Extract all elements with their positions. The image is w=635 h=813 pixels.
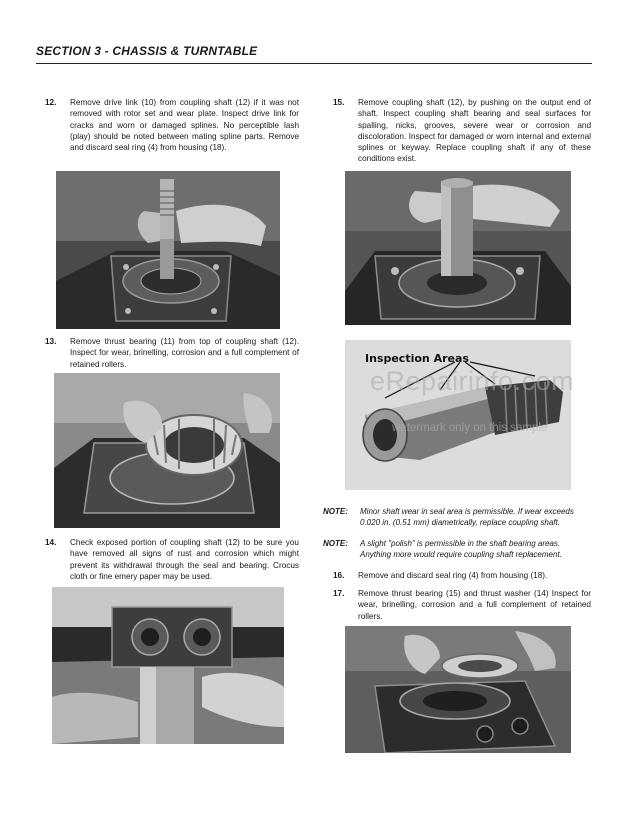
note-label: NOTE:: [323, 539, 348, 548]
step-text: Check exposed portion of coupling shaft (12) to be sure you have removed all signs of rust and corrosion which might prevent its withdrawal through the seal and bearing. Crocus cloth or fine emery paper may be used.: [70, 538, 299, 581]
step-text: Remove and discard seal ring (4) from housing (18).: [358, 571, 548, 580]
step-12: [45, 97, 299, 155]
photo-coupling-shaft-cleaning: [52, 587, 284, 744]
watermark-sample: watermark only on this sample: [392, 422, 548, 434]
section-header: SECTION 3 - CHASSIS & TURNTABLE: [36, 44, 258, 58]
step-14: [45, 537, 299, 585]
watermark-site: eRepairinfo.com: [370, 366, 575, 396]
note-shaft-wear: [323, 506, 593, 530]
photo-thrust-bearing: [54, 373, 280, 528]
step-17: [333, 588, 591, 624]
step-number: 13.: [45, 337, 57, 346]
note-polish: [323, 538, 593, 562]
step-number: 14.: [45, 538, 57, 547]
step-text: Remove coupling shaft (12), by pushing on the output end of shaft. Inspect coupling shaft bearing and seal surfaces for spalling, nicks, grooves, severe wear or corrosion and discoloration. Inspect for damaged or worn internal and external splines or keyway. Replace coupling shaft if any of these conditions exist.: [358, 98, 591, 164]
photo-inspection-areas: [345, 340, 571, 490]
step-text: Remove thrust bearing (11) from top of coupling shaft (12). Inspect for wear, brinelling, corrosion and a full complement of retained rollers.: [70, 337, 299, 369]
photo-drive-link: [56, 171, 280, 329]
step-13: [45, 336, 299, 372]
photo-coupling-shaft-removal: [345, 171, 571, 325]
step-16: [333, 570, 591, 582]
note-text: A slight "polish" is permissible in the shaft bearing areas. Anything more would require coupling shaft replacement.: [360, 539, 562, 559]
note-label: NOTE:: [323, 507, 348, 516]
step-number: 16.: [333, 571, 345, 580]
step-number: 15.: [333, 98, 345, 107]
step-number: 12.: [45, 98, 57, 107]
header-rule: [36, 63, 592, 64]
photo-thrust-washer: [345, 626, 571, 753]
step-number: 17.: [333, 589, 345, 598]
step-text: Remove drive link (10) from coupling shaft (12) if it was not removed with rotor set and wear plate. Inspect drive link for cracks and worn or damaged splines. No perceptible lash (play) should be noted between mating spline parts. Remove and discard seal ring (4) from housing (18).: [70, 98, 299, 153]
inspection-areas-label: Inspection Areas: [365, 352, 469, 365]
note-text: Minor shaft wear in seal area is permissible. If wear exceeds 0.020 in. (0.51 mm) diametrically, replace coupling shaft.: [360, 507, 574, 527]
step-15: [333, 97, 591, 167]
step-text: Remove thrust bearing (15) and thrust washer (14) Inspect for wear, brinelling, corrosion and a full complement of retained rollers.: [358, 589, 591, 621]
